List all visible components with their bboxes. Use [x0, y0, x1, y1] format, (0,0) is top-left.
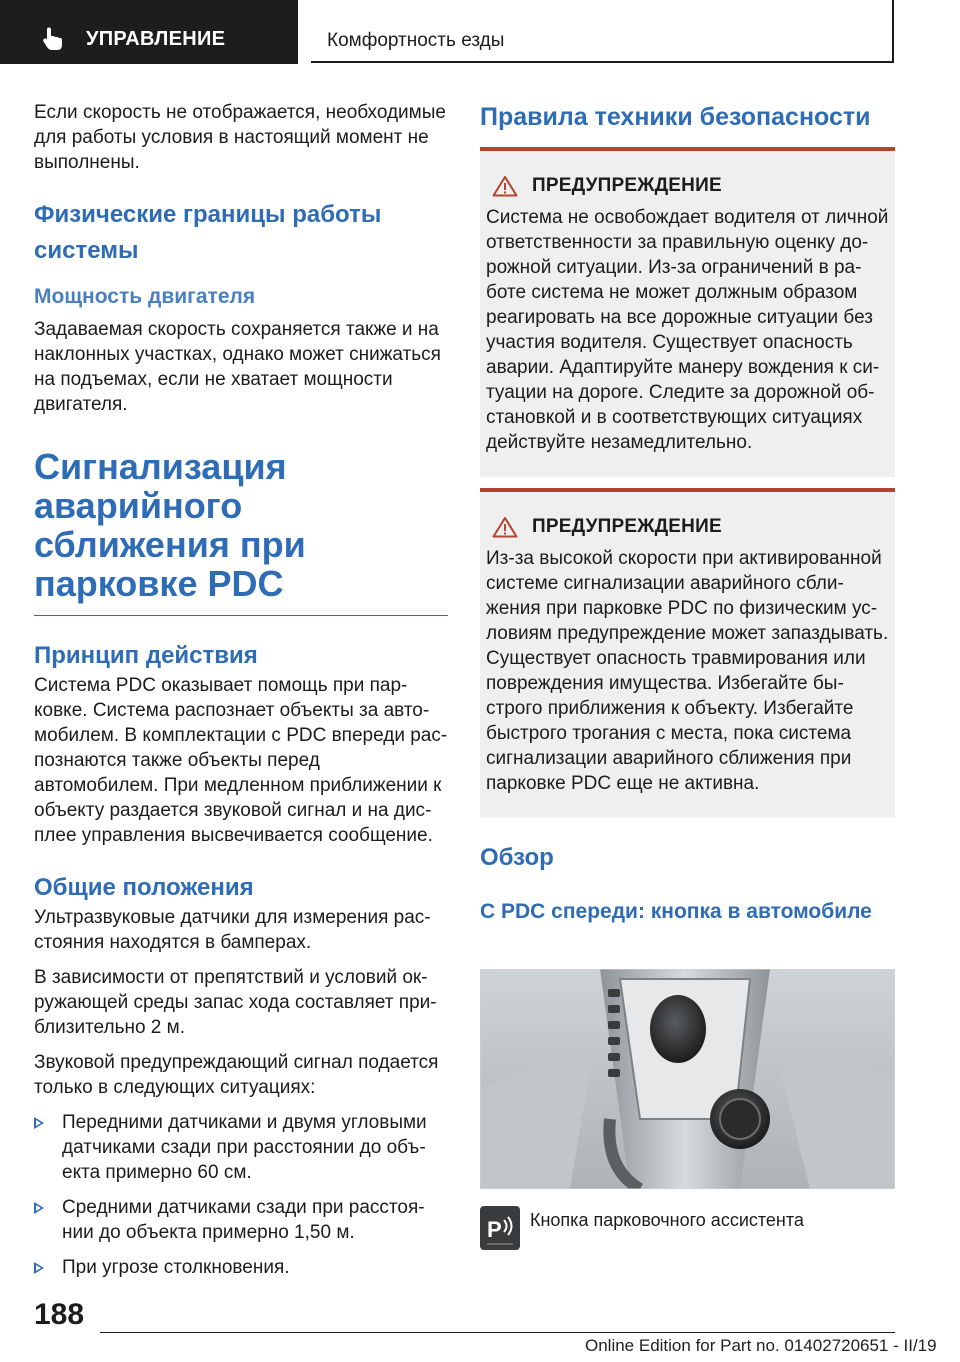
bullet-arrow-icon	[34, 1202, 44, 1214]
list-item-text: При угрозе столкновения.	[62, 1257, 290, 1278]
overview-heading: Обзор	[480, 844, 554, 871]
button-caption-row	[480, 1206, 895, 1250]
safety-heading: Правила техники безопасности	[480, 103, 871, 131]
principle-heading: Принцип действия	[34, 642, 258, 669]
section-tab	[0, 0, 298, 64]
bullet-arrow-icon	[34, 1117, 44, 1129]
warning-header	[486, 175, 889, 197]
list-item	[34, 1255, 448, 1280]
parking-assistant-icon	[480, 1206, 520, 1250]
engine-heading: Мощность двигателя	[34, 285, 256, 308]
general-paragraph-1: Ультразвуковые датчики для измерения расстояния находятся в бамперах.	[34, 907, 431, 953]
page-number: 188	[34, 1298, 85, 1331]
footer-rule	[100, 1332, 895, 1333]
right-column	[480, 102, 895, 133]
center-console-image	[480, 969, 895, 1189]
title-rule	[34, 615, 448, 616]
general-paragraph-2: В зависимости от препятствий и условий окружающей среды запас хода составляет приблизительно 2 м.	[34, 967, 437, 1038]
warning-text: Из-за высокой скорости при активированной системе сигнализации аварийного сближения при парковке PDC по физическим условиям предупреждение может запаздывать. Существует опасность травмирования или повреждения имущества. Избегайте быстрого приближения к объекту. Избегайте быстрого трогания с места, пока система сигнализации аварийного сближения при парковке PDC еще не активна.	[486, 548, 889, 794]
warning-box-2	[480, 488, 895, 818]
principle-paragraph: Система PDC оказывает помощь при парковке. Система распознает объекты за автомобилем. В комплектации с PDC впереди распознаются также объекты перед автомобилем. При медленном приближении к объекту раздается звуковой сигнал и на дисплее управления высвечивается сообщение.	[34, 675, 448, 846]
engine-paragraph: Задаваемая скорость сохраняется также и на наклонных участках, однако может снижаться на подъемах, если не хватает мощности двигателя.	[34, 319, 441, 415]
warning-title: ПРЕДУПРЕЖДЕНИЕ	[532, 175, 722, 196]
hand-pointer-icon	[40, 26, 66, 52]
breadcrumb-label: Комфортность езды	[327, 30, 505, 51]
warning-header	[486, 516, 889, 538]
front-pdc-heading: С PDC спереди: кнопка в автомобиле	[480, 900, 872, 923]
general-heading: Общие положения	[34, 874, 254, 901]
bullet-arrow-icon	[34, 1262, 44, 1274]
list-item-text: Передними датчиками и двумя угловыми датчиками сзади при расстоянии до объекта примерно 60 см.	[62, 1112, 427, 1183]
list-item	[34, 1195, 448, 1245]
svg-text:P: P	[487, 1217, 502, 1242]
edition-text: Online Edition for Part no. 01402720651 - II/19	[585, 1336, 937, 1355]
left-column	[34, 98, 448, 1280]
pdc-title: Сигнализация аварийного сближения при парковке PDC	[34, 446, 306, 604]
breadcrumb	[311, 0, 894, 63]
warning-title: ПРЕДУПРЕЖДЕНИЕ	[532, 516, 722, 537]
warning-text: Система не освобождает водителя от личной ответственности за правильную оценку дорожной ситуации. Из-за ограничений в работе система не может должным образом реагировать на все дорожные ситуации без участия водителя. Существует опасность аварии. Адаптируйте манеру вождения к ситуации на дороге. Следите за дорожной обстановкой и в соответствующих ситуациях действуйте незамедлительно.	[486, 207, 889, 453]
warning-triangle-icon	[492, 175, 518, 197]
list-item-text: Средними датчиками сзади при расстоянии до объекта примерно 1,50 м.	[62, 1197, 425, 1243]
warning-box-1	[480, 147, 895, 477]
list-item	[34, 1110, 448, 1185]
button-caption: Кнопка парковочного ассистента	[530, 1210, 804, 1230]
bullet-list	[34, 1110, 448, 1280]
limits-heading: Физические границы работы системы	[34, 201, 382, 264]
section-label: УПРАВЛЕНИЕ	[86, 28, 226, 50]
intro-paragraph: Если скорость не отображается, необходимые для работы условия в настоящий момент не выполнены.	[34, 102, 446, 173]
general-paragraph-3: Звуковой предупреждающий сигнал подается только в следующих ситуациях:	[34, 1052, 439, 1098]
warning-triangle-icon	[492, 516, 518, 538]
